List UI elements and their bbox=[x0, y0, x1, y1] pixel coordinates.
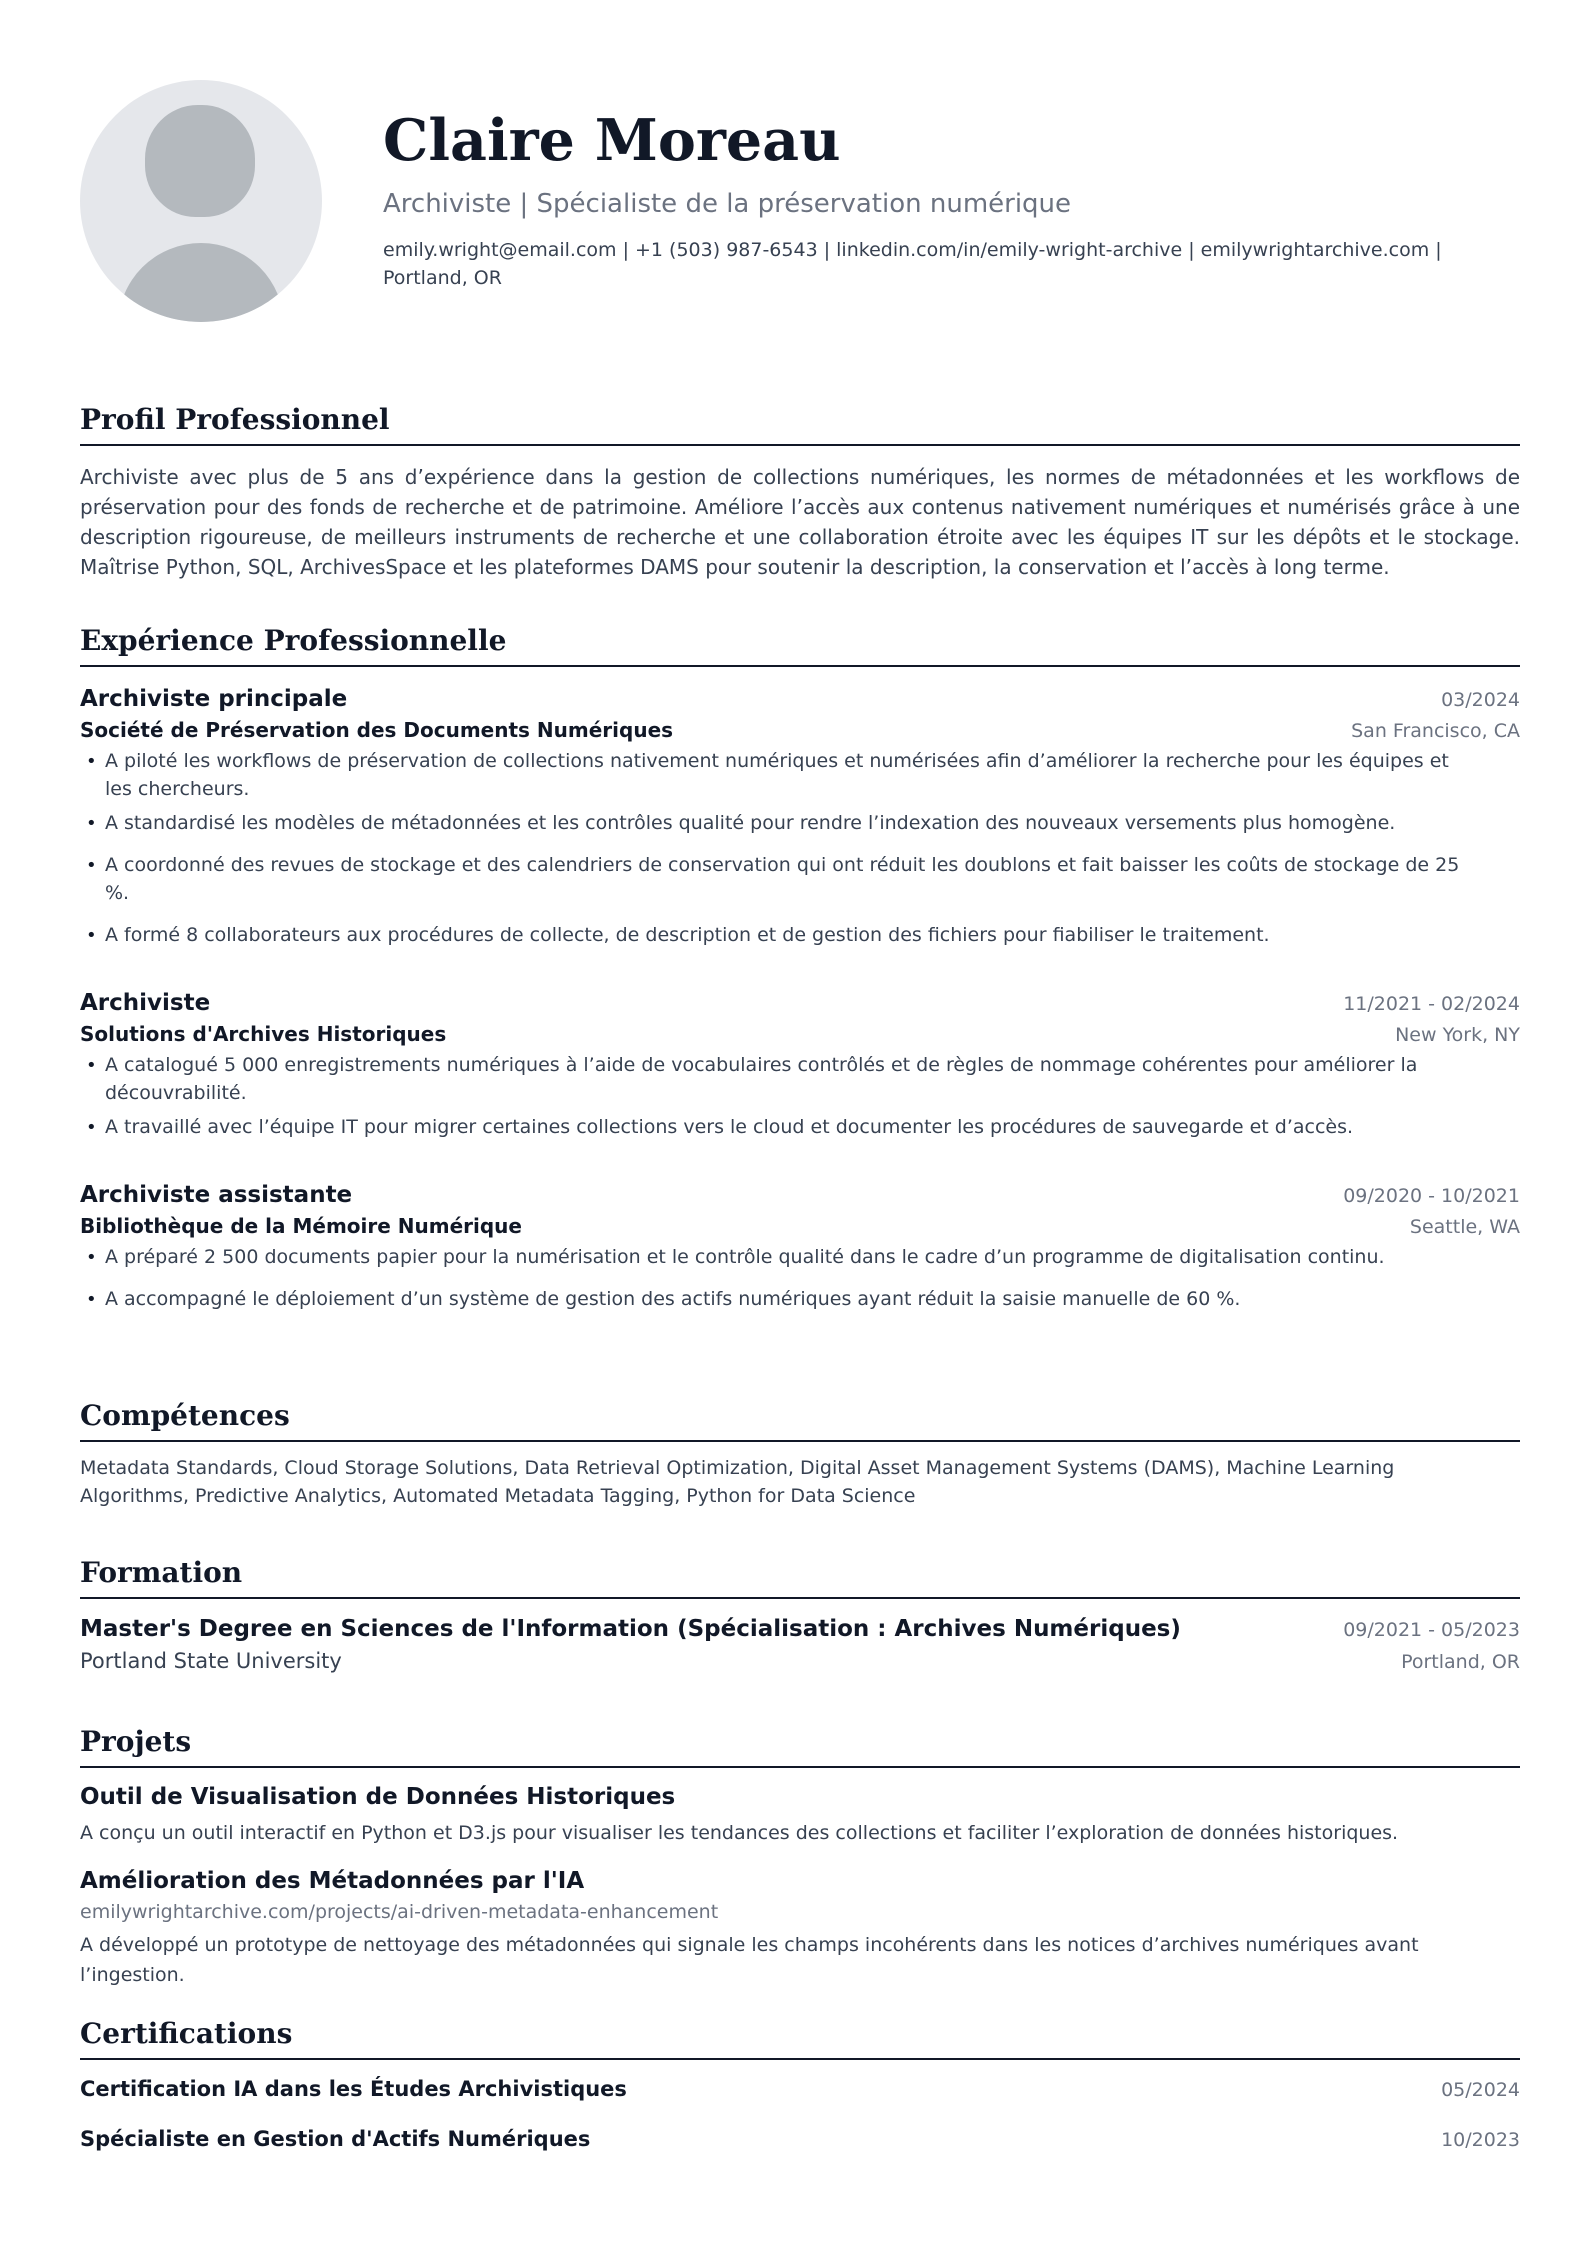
bullet-item: • A coordonné des revues de stockage et des calendriers de conservation qui ont réduit les doublons et fait baisser les coûts de stockage de 25 %. bbox=[105, 851, 1520, 907]
project-link[interactable]: emilywrightarchive.com/projects/ai-driven-metadata-enhancement bbox=[80, 1901, 719, 1923]
certifications-section bbox=[80, 2014, 1520, 2154]
section-heading: Formation bbox=[80, 1553, 1520, 1599]
header-info bbox=[383, 106, 1520, 292]
bullet-item: • A préparé 2 500 documents papier pour la numérisation et le contrôle qualité dans le cadre d’un programme de digitalisation continu. bbox=[105, 1243, 1520, 1271]
job-title: Archiviste principale bbox=[80, 686, 348, 712]
job-location: Seattle, WA bbox=[1409, 1216, 1520, 1238]
bullet-item: • A accompagné le déploiement d’un système de gestion des actifs numériques ayant réduit la saisie manuelle de 60 %. bbox=[105, 1285, 1520, 1313]
job-title: Archiviste bbox=[80, 990, 211, 1016]
job-entry bbox=[80, 1179, 1520, 1313]
job-entry bbox=[80, 683, 1520, 949]
job-date: 11/2021 - 02/2024 bbox=[1343, 993, 1520, 1015]
job-date: 03/2024 bbox=[1441, 689, 1520, 711]
job-location: New York, NY bbox=[1395, 1024, 1520, 1046]
profile-text: Archiviste avec plus de 5 ans d’expérience dans la gestion de collections numériques, les normes de métadonnées et les workflows de préservation pour des fonds de recherche et de patrimoine. Améliore l’accès aux contenus nativement numériques et numérisés grâce à une description rigoureuse, de meilleurs instruments de recherche et une collaboration étroite avec les équipes IT sur les dépôts et le stockage. Maîtrise Python, SQL, ArchivesSpace et les plateformes DAMS pour soutenir la description, la conservation et l’accès à long terme. bbox=[80, 465, 1520, 579]
experience-section bbox=[80, 621, 1520, 1327]
education-section bbox=[80, 1553, 1520, 1677]
candidate-title: Archiviste | Spécialiste de la préservation numérique bbox=[383, 189, 1072, 219]
section-heading: Expérience Professionnelle bbox=[80, 621, 1520, 667]
bullet-item: • A formé 8 collaborateurs aux procédures de collecte, de description et de gestion des fichiers pour fiabiliser le traitement. bbox=[105, 921, 1520, 949]
section-heading: Profil Professionnel bbox=[80, 400, 1520, 446]
certification-name: Spécialiste en Gestion d'Actifs Numériques bbox=[80, 2127, 591, 2151]
section-heading: Compétences bbox=[80, 1396, 1520, 1442]
project-entry bbox=[80, 1864, 1520, 1990]
skills-text: Metadata Standards, Cloud Storage Solutions, Data Retrieval Optimization, Digital Asset Management Systems (DAMS), Machine Learning Algorithms, Predictive Analytics, Automated Metadata Tagging, Python for Data Science bbox=[80, 1457, 1395, 1507]
bullet-item: • A piloté les workflows de préservation de collections nativement numériques et numérisées afin d’améliorer la recherche pour les équipes et les chercheurs. bbox=[105, 747, 1520, 803]
job-bullets bbox=[80, 1051, 1520, 1141]
certification-date: 10/2023 bbox=[1441, 2129, 1520, 2151]
job-date: 09/2020 - 10/2021 bbox=[1343, 1185, 1520, 1207]
project-description: A conçu un outil interactif en Python et D3.js pour visualiser les tendances des collections et faciliter l’exploration de données historiques. bbox=[80, 1822, 1399, 1844]
project-title: Amélioration des Métadonnées par l'IA bbox=[80, 1868, 585, 1894]
project-entry bbox=[80, 1780, 1520, 1848]
project-description: A développé un prototype de nettoyage des métadonnées qui signale les champs incohérents dans les notices d’archives numériques avant l’ingestion. bbox=[80, 1934, 1419, 1986]
job-title: Archiviste assistante bbox=[80, 1182, 353, 1208]
projects-section bbox=[80, 1722, 1520, 1990]
certification-entry bbox=[80, 2124, 1520, 2154]
certification-entry bbox=[80, 2074, 1520, 2104]
job-location: San Francisco, CA bbox=[1351, 720, 1520, 742]
job-bullets bbox=[80, 747, 1520, 949]
education-location: Portland, OR bbox=[1401, 1651, 1520, 1673]
profile-section bbox=[80, 400, 1520, 582]
job-company: Bibliothèque de la Mémoire Numérique bbox=[80, 1214, 522, 1238]
job-bullets bbox=[80, 1243, 1520, 1313]
certification-name: Certification IA dans les Études Archivistiques bbox=[80, 2077, 627, 2101]
school-name: Portland State University bbox=[80, 1649, 342, 1673]
person-silhouette-icon bbox=[80, 80, 322, 322]
degree-title: Master's Degree en Sciences de l'Information (Spécialisation : Archives Numériques) bbox=[80, 1616, 1181, 1642]
skills-section bbox=[80, 1396, 1520, 1510]
contact-line: emily.wright@email.com | +1 (503) 987-6543 | linkedin.com/in/emily-wright-archive | emilywrightarchive.com | Portland, OR bbox=[383, 239, 1442, 289]
bullet-item: • A standardisé les modèles de métadonnées et les contrôles qualité pour rendre l’indexation des nouveaux versements plus homogène. bbox=[105, 809, 1520, 837]
resume-page bbox=[80, 0, 1520, 2151]
job-entry bbox=[80, 987, 1520, 1141]
bullet-item: • A travaillé avec l’équipe IT pour migrer certaines collections vers le cloud et documenter les procédures de sauvegarde et d’accès. bbox=[105, 1113, 1520, 1141]
certification-date: 05/2024 bbox=[1441, 2079, 1520, 2101]
avatar-head bbox=[145, 105, 255, 217]
avatar-body bbox=[118, 243, 284, 322]
resume-header bbox=[80, 0, 1520, 360]
bullet-item: • A catalogué 5 000 enregistrements numériques à l’aide de vocabulaires contrôlés et de règles de nommage cohérentes pour améliorer la découvrabilité. bbox=[105, 1051, 1520, 1107]
candidate-name: Claire Moreau bbox=[383, 107, 841, 174]
section-heading: Projets bbox=[80, 1722, 1520, 1768]
section-heading: Certifications bbox=[80, 2014, 1520, 2060]
job-company: Solutions d'Archives Historiques bbox=[80, 1022, 447, 1046]
job-company: Société de Préservation des Documents Numériques bbox=[80, 718, 674, 742]
education-date: 09/2021 - 05/2023 bbox=[1343, 1619, 1520, 1641]
project-title: Outil de Visualisation de Données Historiques bbox=[80, 1784, 676, 1810]
